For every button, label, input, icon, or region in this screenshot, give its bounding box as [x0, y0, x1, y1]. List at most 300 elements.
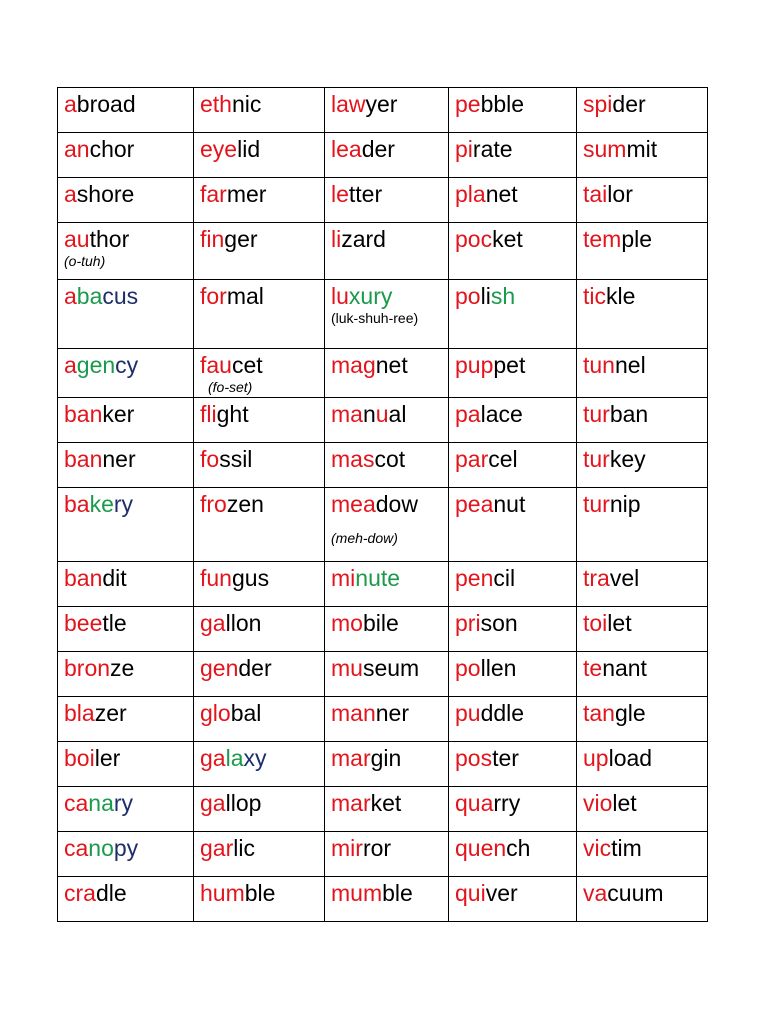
syllable-segment: der	[238, 655, 272, 681]
syllable-segment: pet	[493, 352, 526, 378]
word-cell	[577, 562, 708, 607]
word	[200, 655, 272, 681]
syllable-segment: ger	[224, 226, 258, 252]
syllable-segment: mo	[331, 610, 363, 636]
word-cell	[194, 652, 325, 697]
pronunciation-note: (meh-dow)	[331, 530, 398, 546]
word	[583, 446, 646, 472]
word	[583, 352, 646, 378]
word-cell	[449, 697, 577, 742]
syllable-segment: cuum	[607, 880, 664, 906]
syllable-segment: py	[113, 835, 139, 861]
word-cell	[325, 742, 449, 787]
word	[64, 491, 133, 517]
syllable-segment: ble	[382, 880, 413, 906]
syllable-segment: po	[455, 655, 481, 681]
word	[200, 491, 264, 517]
word	[455, 352, 525, 378]
word-cell	[325, 877, 449, 922]
syllable-segment: fin	[200, 226, 225, 252]
word	[64, 700, 127, 726]
syllable-segment: fo	[200, 446, 220, 472]
word-row	[58, 488, 708, 562]
syllable-segment: load	[608, 745, 653, 771]
word-cell	[449, 88, 577, 133]
syllable-segment: ga	[200, 790, 226, 816]
word	[583, 880, 664, 906]
syllable-segment: xury	[348, 283, 393, 309]
word-cell	[577, 488, 708, 562]
syllable-segment: llon	[225, 610, 262, 636]
word-cell	[449, 178, 577, 223]
syllable-segment: nut	[493, 491, 526, 517]
syllable-segment: pla	[455, 181, 486, 207]
word-cell	[194, 607, 325, 652]
syllable-segment: po	[455, 283, 481, 309]
word-cell	[194, 443, 325, 488]
word	[455, 226, 523, 252]
syllable-segment: fli	[200, 401, 217, 427]
syllable-segment: quen	[455, 835, 507, 861]
syllable-segment: ca	[64, 835, 89, 861]
syllable-segment: par	[455, 446, 489, 472]
syllable-segment: mar	[331, 790, 371, 816]
word	[200, 446, 252, 472]
word-cell	[449, 652, 577, 697]
word	[583, 283, 635, 309]
syllable-segment: tun	[583, 352, 615, 378]
word-cell	[577, 742, 708, 787]
syllable-segment: zen	[226, 491, 264, 517]
word-cell	[325, 607, 449, 652]
word	[64, 401, 134, 427]
word	[583, 565, 639, 591]
syllable-segment: cil	[493, 565, 516, 591]
syllable-segment: ban	[64, 401, 103, 427]
syllable-word-table	[57, 87, 708, 922]
word	[455, 790, 520, 816]
word-cell	[449, 607, 577, 652]
syllable-segment: na	[88, 790, 114, 816]
syllable-segment: dow	[375, 491, 418, 517]
word-cell	[449, 488, 577, 562]
word-row	[58, 832, 708, 877]
syllable-segment: a	[64, 283, 77, 309]
syllable-segment: sh	[490, 283, 516, 309]
word	[64, 880, 127, 906]
word-cell	[577, 349, 708, 398]
word-cell	[194, 787, 325, 832]
syllable-segment: no	[88, 835, 114, 861]
word-cell	[325, 88, 449, 133]
syllable-segment: zard	[341, 226, 386, 252]
pronunciation-note: (fo-set)	[208, 379, 253, 395]
syllable-segment: fro	[200, 491, 227, 517]
word	[200, 136, 260, 162]
syllable-segment: dle	[95, 880, 127, 906]
syllable-segment: ner	[102, 446, 136, 472]
syllable-segment: kle	[606, 283, 636, 309]
word-row	[58, 133, 708, 178]
syllable-segment: pea	[455, 491, 494, 517]
word	[455, 446, 518, 472]
syllable-segment: bee	[64, 610, 103, 636]
syllable-segment: shore	[76, 181, 135, 207]
word-cell	[577, 280, 708, 349]
word	[455, 610, 518, 636]
word-cell	[194, 133, 325, 178]
syllable-segment: mal	[226, 283, 264, 309]
word-cell	[577, 398, 708, 443]
word	[455, 880, 518, 906]
word-cell	[194, 832, 325, 877]
word	[331, 181, 382, 207]
word-cell	[325, 349, 449, 398]
syllable-segment: gus	[231, 565, 270, 591]
syllable-segment: ke	[89, 491, 114, 517]
word	[64, 835, 138, 861]
syllable-segment: vio	[583, 790, 613, 816]
word	[455, 565, 515, 591]
word	[583, 835, 642, 861]
syllable-segment: vic	[583, 835, 612, 861]
syllable-segment: tur	[583, 401, 610, 427]
syllable-segment: xy	[243, 745, 267, 771]
syllable-segment: rry	[493, 790, 521, 816]
word-cell	[194, 398, 325, 443]
syllable-segment: llop	[225, 790, 262, 816]
word	[200, 565, 269, 591]
syllable-segment: te	[583, 655, 603, 681]
syllable-segment: net	[485, 181, 518, 207]
syllable-segment: pi	[455, 136, 473, 162]
word	[583, 790, 637, 816]
word-cell	[58, 88, 194, 133]
syllable-segment: mea	[331, 491, 376, 517]
word	[583, 91, 646, 117]
word-row	[58, 280, 708, 349]
syllable-segment: far	[200, 181, 227, 207]
word	[64, 91, 136, 117]
syllable-segment: eye	[200, 136, 238, 162]
word	[331, 835, 391, 861]
syllable-segment: bron	[64, 655, 111, 681]
word-cell	[194, 877, 325, 922]
word	[583, 491, 641, 517]
syllable-segment: mas	[331, 446, 375, 472]
syllable-segment: pe	[455, 91, 481, 117]
syllable-segment: ble	[244, 880, 276, 906]
syllable-segment: sum	[583, 136, 627, 162]
word	[64, 283, 138, 309]
syllable-segment: chor	[89, 136, 135, 162]
word-cell	[325, 178, 449, 223]
word	[200, 226, 258, 252]
word	[331, 790, 401, 816]
syllable-segment: bla	[64, 700, 95, 726]
word	[331, 136, 395, 162]
word	[583, 226, 652, 252]
word-cell	[449, 832, 577, 877]
word-row	[58, 398, 708, 443]
syllable-segment: ga	[200, 745, 226, 771]
word-cell	[194, 178, 325, 223]
word	[200, 91, 261, 117]
syllable-segment: pos	[455, 745, 493, 771]
word	[455, 181, 518, 207]
word	[331, 565, 400, 591]
word	[331, 745, 401, 771]
word	[64, 136, 134, 162]
syllable-segment: law	[331, 91, 366, 117]
word-cell	[58, 488, 194, 562]
syllable-segment: thor	[89, 226, 130, 252]
syllable-segment: yer	[365, 91, 398, 117]
pronunciation-note: (luk-shuh-ree)	[331, 310, 419, 326]
syllable-segment: gen	[76, 352, 116, 378]
word-cell	[449, 280, 577, 349]
syllable-segment: nip	[609, 491, 641, 517]
word	[331, 491, 418, 517]
word-cell	[577, 697, 708, 742]
syllable-segment: lid	[237, 136, 261, 162]
word	[455, 835, 530, 861]
syllable-segment: der	[361, 136, 395, 162]
word-cell	[449, 133, 577, 178]
word-cell	[58, 562, 194, 607]
word-cell	[449, 562, 577, 607]
word-cell	[58, 652, 194, 697]
syllable-segment: bble	[480, 91, 525, 117]
syllable-segment: ch	[506, 835, 531, 861]
word	[200, 283, 264, 309]
word	[331, 401, 406, 427]
syllable-segment: ter	[492, 745, 519, 771]
word-cell	[58, 607, 194, 652]
word	[455, 491, 525, 517]
syllable-segment: cy	[115, 352, 139, 378]
syllable-segment: poc	[455, 226, 493, 252]
syllable-segment: ver	[485, 880, 518, 906]
syllable-segment: n	[362, 401, 376, 427]
syllable-segment: mer	[226, 181, 267, 207]
word-cell	[577, 133, 708, 178]
word-cell	[58, 443, 194, 488]
word-cell	[325, 832, 449, 877]
word-cell	[58, 349, 194, 398]
word-row	[58, 223, 708, 280]
syllable-segment: fau	[200, 352, 232, 378]
word	[64, 655, 134, 681]
word-row	[58, 742, 708, 787]
syllable-segment: cot	[374, 446, 406, 472]
syllable-segment: tur	[583, 446, 610, 472]
syllable-segment: for	[200, 283, 227, 309]
syllable-segment: li	[331, 226, 342, 252]
word	[331, 226, 386, 252]
syllable-segment: au	[64, 226, 90, 252]
word	[331, 700, 409, 726]
syllable-segment: qui	[455, 880, 486, 906]
word	[200, 880, 275, 906]
syllable-segment: mi	[331, 565, 356, 591]
syllable-segment: let	[607, 610, 632, 636]
word-cell	[325, 787, 449, 832]
word-row	[58, 607, 708, 652]
syllable-segment: gin	[370, 745, 402, 771]
word	[455, 700, 524, 726]
syllable-segment: zer	[94, 700, 127, 726]
word-cell	[449, 877, 577, 922]
syllable-segment: dit	[102, 565, 127, 591]
syllable-segment: lor	[607, 181, 633, 207]
word-cell	[577, 787, 708, 832]
word-cell	[58, 133, 194, 178]
word-cell	[449, 742, 577, 787]
word-cell	[58, 280, 194, 349]
word	[64, 446, 136, 472]
syllable-segment: man	[331, 700, 376, 726]
word-cell	[577, 443, 708, 488]
word-cell	[449, 349, 577, 398]
syllable-segment: li	[480, 283, 491, 309]
word	[455, 136, 513, 162]
syllable-segment: cet	[231, 352, 263, 378]
word	[455, 283, 515, 309]
syllable-segment: al	[388, 401, 407, 427]
word	[200, 610, 261, 636]
word	[331, 610, 399, 636]
word	[64, 610, 127, 636]
word-row	[58, 562, 708, 607]
word-cell	[449, 398, 577, 443]
word-row	[58, 443, 708, 488]
syllable-segment: bal	[230, 700, 262, 726]
word	[331, 655, 419, 681]
word-list-sheet	[57, 87, 707, 922]
word-cell	[325, 697, 449, 742]
syllable-segment: tter	[348, 181, 383, 207]
word-cell	[194, 488, 325, 562]
syllable-segment: nel	[614, 352, 646, 378]
syllable-segment: la	[225, 745, 244, 771]
syllable-segment: gle	[614, 700, 646, 726]
syllable-segment: a	[64, 181, 77, 207]
syllable-segment: pup	[455, 352, 494, 378]
word	[200, 352, 263, 378]
word-cell	[577, 88, 708, 133]
syllable-segment: llen	[480, 655, 517, 681]
syllable-segment: mum	[331, 880, 383, 906]
word-cell	[194, 697, 325, 742]
word-cell	[325, 280, 449, 349]
word-cell	[577, 877, 708, 922]
syllable-segment: lu	[331, 283, 349, 309]
syllable-segment: ry	[113, 491, 134, 517]
syllable-segment: ga	[200, 610, 226, 636]
word	[583, 136, 657, 162]
syllable-segment: hum	[200, 880, 245, 906]
word	[331, 880, 413, 906]
syllable-segment: nute	[355, 565, 401, 591]
word-row	[58, 88, 708, 133]
syllable-segment: ba	[64, 491, 90, 517]
syllable-segment: ze	[110, 655, 135, 681]
syllable-segment: mit	[626, 136, 658, 162]
word-cell	[449, 443, 577, 488]
syllable-segment: ght	[216, 401, 249, 427]
syllable-segment: lic	[233, 835, 255, 861]
word-cell	[58, 398, 194, 443]
word	[455, 91, 524, 117]
word-cell	[194, 562, 325, 607]
syllable-segment: tai	[583, 181, 608, 207]
word-cell	[58, 697, 194, 742]
syllable-segment: lea	[331, 136, 362, 162]
pronunciation-note: (o-tuh)	[64, 253, 106, 269]
syllable-segment: net	[375, 352, 408, 378]
word	[455, 745, 519, 771]
word	[455, 655, 516, 681]
word-row	[58, 697, 708, 742]
word-cell	[58, 877, 194, 922]
syllable-segment: cra	[64, 880, 96, 906]
syllable-segment: ror	[362, 835, 392, 861]
syllable-segment: tic	[583, 283, 606, 309]
syllable-segment: ner	[375, 700, 409, 726]
word	[64, 565, 127, 591]
word-row	[58, 349, 708, 398]
word-cell	[577, 652, 708, 697]
word-cell	[194, 349, 325, 398]
syllable-segment: vel	[609, 565, 640, 591]
word	[200, 745, 267, 771]
word	[583, 655, 647, 681]
syllable-segment: pa	[455, 401, 481, 427]
syllable-segment: eth	[200, 91, 232, 117]
syllable-segment: qua	[455, 790, 494, 816]
word-cell	[194, 223, 325, 280]
word-cell	[577, 178, 708, 223]
word-cell	[58, 178, 194, 223]
syllable-segment: ban	[609, 401, 649, 427]
syllable-segment: ler	[94, 745, 121, 771]
word-cell	[194, 742, 325, 787]
word-cell	[577, 223, 708, 280]
word	[64, 181, 134, 207]
syllable-segment: an	[64, 136, 90, 162]
syllable-segment: mir	[331, 835, 363, 861]
word-cell	[194, 88, 325, 133]
word	[200, 181, 266, 207]
syllable-segment: cus	[102, 283, 139, 309]
syllable-segment: lace	[480, 401, 523, 427]
syllable-segment: cel	[488, 446, 518, 472]
word	[64, 790, 133, 816]
syllable-segment: up	[583, 745, 609, 771]
word-table-body	[58, 88, 708, 922]
syllable-segment: tur	[583, 491, 610, 517]
syllable-segment: fun	[200, 565, 232, 591]
syllable-segment: ba	[76, 283, 103, 309]
word-cell	[449, 223, 577, 280]
syllable-segment: tra	[583, 565, 610, 591]
word-cell	[577, 607, 708, 652]
syllable-segment: le	[331, 181, 349, 207]
word-cell	[58, 787, 194, 832]
syllable-segment: mar	[331, 745, 371, 771]
syllable-segment: gen	[200, 655, 239, 681]
